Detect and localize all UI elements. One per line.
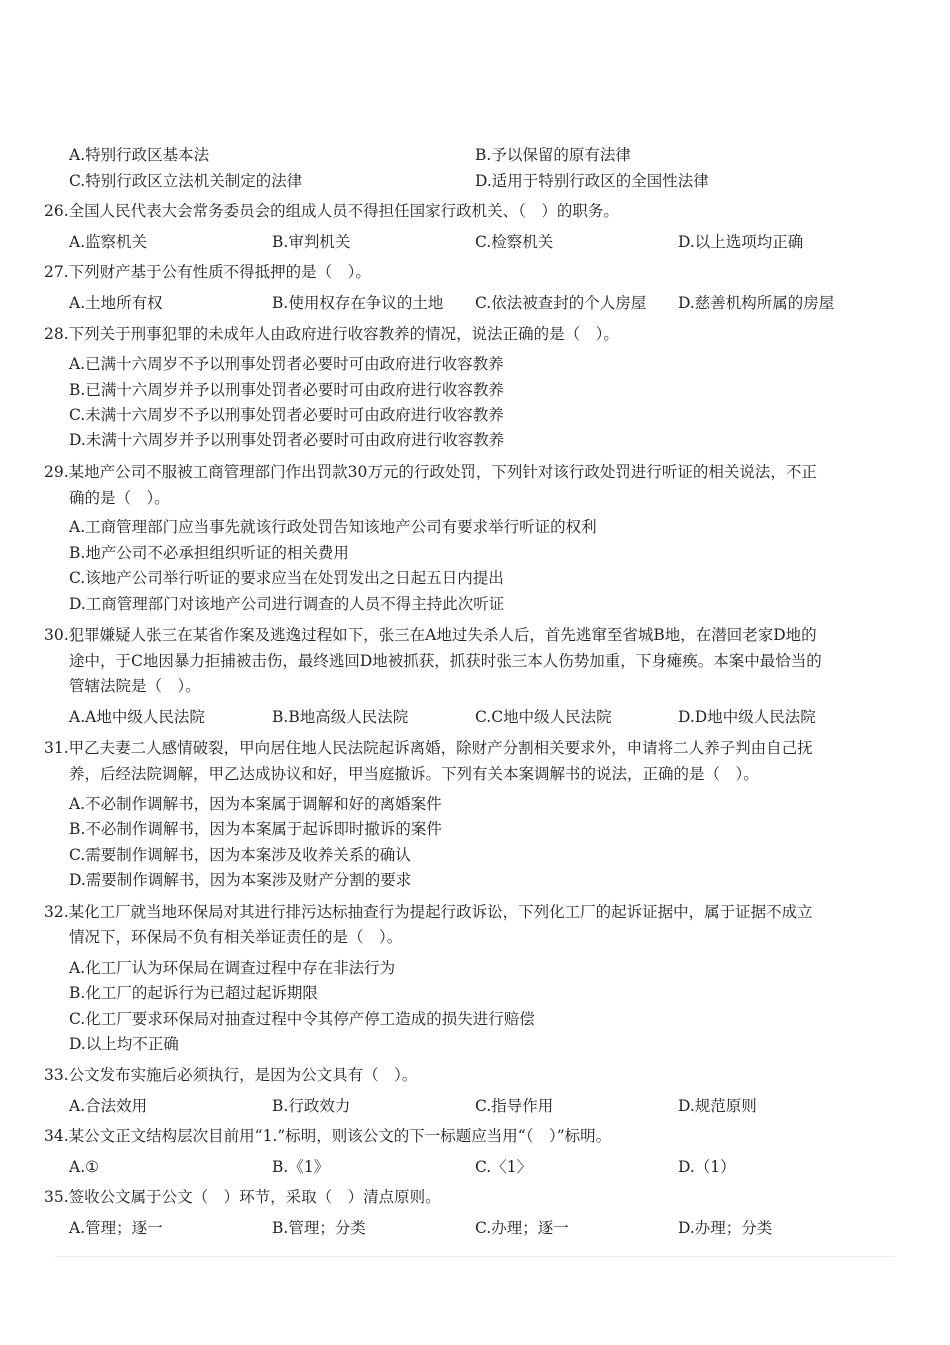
question-32-option-d: D.以上均不正确 <box>69 1035 179 1053</box>
question-31-option-c: C.需要制作调解书，因为本案涉及收养关系的确认 <box>69 846 411 864</box>
question-33-option-b: B.行政效力 <box>272 1097 351 1115</box>
question-35-option-c: C.办理；逐一 <box>475 1219 569 1237</box>
question-28-option-c: C.未满十六周岁不予以刑事处罚者必要时可由政府进行收容教养 <box>69 406 504 424</box>
question-26-option-a: A.监察机关 <box>69 233 148 251</box>
question-29-option-a: A.工商管理部门应当事先就该行政处罚告知该地产公司有要求举行听证的权利 <box>69 518 597 536</box>
question-28-option-a: A.已满十六周岁不予以刑事处罚者必要时可由政府进行收容教养 <box>69 355 504 373</box>
question-29-stem-cont: 确的是（ ）。 <box>69 489 170 507</box>
question-33-option-d: D.规范原则 <box>678 1097 757 1115</box>
question-35-option-d: D.办理；分类 <box>678 1219 773 1237</box>
bottom-divider <box>55 1256 895 1257</box>
prev-option-c: C.特别行政区立法机关制定的法律 <box>69 172 303 190</box>
question-34-stem: 34.某公文正文结构层次目前用“1.”标明，则该公文的下一标题应当用“（ ）”标明。 <box>44 1127 612 1145</box>
question-31-stem-cont: 养，后经法院调解，甲乙达成协议和好，甲当庭撤诉。下列有关本案调解书的说法，正确的是（ ）。 <box>69 765 759 783</box>
question-27-option-d: D.慈善机构所属的房屋 <box>678 294 835 312</box>
question-30-option-c: C.C地中级人民法院 <box>475 708 612 726</box>
question-32-option-b: B.化工厂的起诉行为已超过起诉期限 <box>69 984 318 1002</box>
question-34-option-b: B.《1》 <box>272 1158 330 1176</box>
question-32-option-c: C.化工厂要求环保局对抽查过程中令其停产停工造成的损失进行赔偿 <box>69 1010 535 1028</box>
question-34-option-d: D.（1） <box>678 1158 736 1176</box>
question-26-stem: 26.全国人民代表大会常务委员会的组成人员不得担任国家行政机关、（ ）的职务。 <box>44 202 619 220</box>
question-27-option-a: A.土地所有权 <box>69 294 163 312</box>
question-33-option-c: C.指导作用 <box>475 1097 554 1115</box>
question-32-option-a: A.化工厂认为环保局在调查过程中存在非法行为 <box>69 959 396 977</box>
question-29-stem: 29.某地产公司不服被工商管理部门作出罚款30万元的行政处罚，下列针对该行政处罚进行听证的相关说法，不正 <box>44 463 817 481</box>
question-30-stem-cont-1: 途中，于C地因暴力拒捕被击伤，最终逃回D地被抓获，抓获时张三本人伤势加重，下身瘫痪。本案中最恰当的 <box>69 652 822 670</box>
question-31-option-a: A.不必制作调解书，因为本案属于调解和好的离婚案件 <box>69 795 442 813</box>
question-30-option-b: B.B地高级人民法院 <box>272 708 409 726</box>
question-29-option-c: C.该地产公司举行听证的要求应当在处罚发出之日起五日内提出 <box>69 569 504 587</box>
question-28-option-d: D.未满十六周岁并予以刑事处罚者必要时可由政府进行收容教养 <box>69 431 505 449</box>
question-32-stem: 32.某化工厂就当地环保局对其进行排污达标抽查行为提起行政诉讼，下列化工厂的起诉证据中，属于证据不成立 <box>44 903 813 921</box>
prev-option-d: D.适用于特别行政区的全国性法律 <box>475 172 709 190</box>
question-29-option-d: D.工商管理部门对该地产公司进行调查的人员不得主持此次听证 <box>69 595 505 613</box>
question-27-option-c: C.依法被查封的个人房屋 <box>475 294 647 312</box>
prev-option-a: A.特别行政区基本法 <box>69 146 210 164</box>
question-30-stem: 30.犯罪嫌疑人张三在某省作案及逃逸过程如下，张三在A地过失杀人后，首先逃窜至省城B地，在潜回老家D地的 <box>44 626 817 644</box>
question-35-stem: 35.签收公文属于公文（ ）环节，采取（ ）清点原则。 <box>44 1188 441 1206</box>
question-31-stem: 31.甲乙夫妻二人感情破裂，甲向居住地人民法院起诉离婚，除财产分割相关要求外，申请将二人养子判由自己抚 <box>44 739 813 757</box>
question-33-option-a: A.合法效用 <box>69 1097 148 1115</box>
question-35-option-a: A.管理；逐一 <box>69 1219 163 1237</box>
question-30-stem-cont-2: 管辖法院是（ ）。 <box>69 677 201 695</box>
question-32-stem-cont: 情况下，环保局不负有相关举证责任的是（ ）。 <box>69 928 403 946</box>
question-28-option-b: B.已满十六周岁并予以刑事处罚者必要时可由政府进行收容教养 <box>69 381 504 399</box>
question-35-option-b: B.管理；分类 <box>272 1219 366 1237</box>
prev-option-b: B.予以保留的原有法律 <box>475 146 631 164</box>
question-30-option-a: A.A地中级人民法院 <box>69 708 205 726</box>
question-31-option-b: B.不必制作调解书，因为本案属于起诉即时撤诉的案件 <box>69 820 442 838</box>
question-33-stem: 33.公文发布实施后必须执行，是因为公文具有（ ）。 <box>44 1066 418 1084</box>
question-29-option-b: B.地产公司不必承担组织听证的相关费用 <box>69 544 349 562</box>
question-34-option-a: A.① <box>69 1158 100 1176</box>
question-31-option-d: D.需要制作调解书，因为本案涉及财产分割的要求 <box>69 871 412 889</box>
question-26-option-c: C.检察机关 <box>475 233 554 251</box>
question-27-option-b: B.使用权存在争议的土地 <box>272 294 444 312</box>
question-28-stem: 28.下列关于刑事犯罪的未成年人由政府进行收容教养的情况，说法正确的是（ ）。 <box>44 325 619 343</box>
question-26-option-b: B.审判机关 <box>272 233 351 251</box>
question-26-option-d: D.以上选项均正确 <box>678 233 804 251</box>
question-30-option-d: D.D地中级人民法院 <box>678 708 816 726</box>
question-34-option-c: C.〈1〉 <box>475 1158 533 1176</box>
question-27-stem: 27.下列财产基于公有性质不得抵押的是（ ）。 <box>44 263 371 281</box>
